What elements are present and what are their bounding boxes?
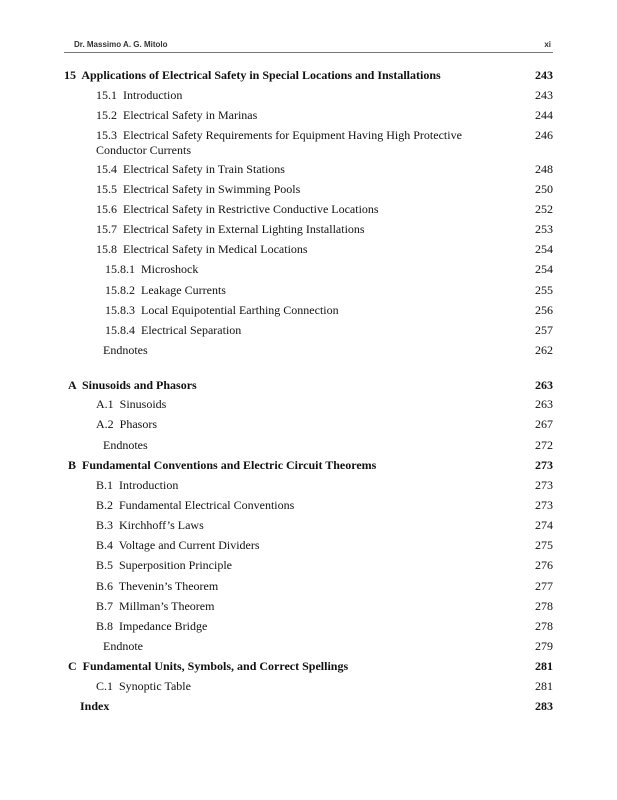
toc-entry[interactable] [96, 202, 553, 217]
toc-entry-page: 263 [535, 397, 553, 411]
toc-entry-title: A Sinusoids and Phasors [68, 378, 197, 392]
toc-entry[interactable] [105, 323, 553, 338]
toc-entry-page: 246 [535, 128, 553, 142]
toc-entry[interactable] [96, 242, 553, 257]
toc-entry[interactable] [103, 438, 553, 453]
toc-entry[interactable] [96, 182, 553, 197]
toc-entry-page: 263 [535, 378, 553, 392]
toc-entry-page: 243 [535, 88, 553, 102]
toc-entry-page: 252 [535, 202, 553, 216]
toc-entry-title: C Fundamental Units, Symbols, and Correct Spellings [68, 659, 349, 673]
toc-entry-page: 273 [535, 478, 553, 492]
toc-entry[interactable] [105, 303, 553, 318]
toc-entry-title: 15.8.3 Local Equipotential Earthing Connection [105, 303, 339, 317]
toc-entry[interactable] [96, 478, 553, 493]
toc-entry-page: 254 [535, 242, 553, 256]
toc-entry[interactable] [64, 68, 553, 83]
toc-entry-title: 15.4 Electrical Safety in Train Stations [96, 162, 285, 176]
toc-entry[interactable] [103, 639, 553, 654]
toc-entry[interactable] [96, 538, 553, 553]
toc-entry-page: 279 [535, 639, 553, 653]
toc-entry-page: 244 [535, 108, 553, 122]
toc-entry-title: A.1 Sinusoids [96, 397, 167, 411]
toc-entry-title: B.6 Thevenin’s Theorem [96, 579, 219, 593]
toc-entry-title: 15.8.4 Electrical Separation [105, 323, 242, 337]
toc-entry-title: 15.7 Electrical Safety in External Lighting Installations [96, 222, 365, 236]
toc-entry[interactable] [96, 679, 553, 694]
toc-entry-page: 281 [535, 659, 553, 673]
toc-entry[interactable] [96, 599, 553, 614]
toc-entry-title: 15.6 Electrical Safety in Restrictive Conductive Locations [96, 202, 379, 216]
toc-entry-title: B Fundamental Conventions and Electric Circuit Theorems [68, 458, 377, 472]
toc-entry[interactable] [96, 558, 553, 573]
toc-entry-page: 276 [535, 558, 553, 572]
toc-entry-page: 254 [535, 262, 553, 276]
toc-entry-title: 15.8.2 Leakage Currents [105, 283, 226, 297]
toc-entry[interactable] [68, 659, 553, 674]
toc-entry-page: 281 [535, 679, 553, 693]
toc-entry[interactable] [96, 88, 553, 103]
toc-entry-title: Index [80, 699, 110, 713]
toc-entry-title: 15.3 Electrical Safety Requirements for Equipment Having High Protective Conductor Currents [96, 128, 462, 157]
toc-entry-page: 272 [535, 438, 553, 452]
toc-entry-title: Endnotes [103, 438, 148, 452]
toc-entry-title: C.1 Synoptic Table [96, 679, 191, 693]
toc-entry-page: 275 [535, 538, 553, 552]
toc-entry[interactable] [68, 378, 553, 393]
toc-entry-page: 278 [535, 599, 553, 613]
header-author: Dr. Massimo A. G. Mitolo [74, 40, 168, 49]
toc-entry[interactable] [96, 619, 553, 634]
toc-entry-title: B.8 Impedance Bridge [96, 619, 208, 633]
toc-entry-title: 15.2 Electrical Safety in Marinas [96, 108, 258, 122]
toc-entry-page: 278 [535, 619, 553, 633]
toc-entry-title: 15.8.1 Microshock [105, 262, 199, 276]
toc-entry[interactable] [96, 108, 553, 123]
toc-entry-title: 15 Applications of Electrical Safety in Special Locations and Installations [64, 68, 441, 82]
toc-entry-title: 15.5 Electrical Safety in Swimming Pools [96, 182, 301, 196]
toc-entry-page: 274 [535, 518, 553, 532]
toc-entry-title: Endnote [103, 639, 143, 653]
toc-entry[interactable] [105, 283, 553, 298]
toc-entry-title: B.2 Fundamental Electrical Conventions [96, 498, 295, 512]
toc-entry-page: 273 [535, 498, 553, 512]
toc-entry-title: B.3 Kirchhoff’s Laws [96, 518, 204, 532]
toc-entry-title: A.2 Phasors [96, 417, 158, 431]
toc-entry-page: 267 [535, 417, 553, 431]
toc-entry[interactable] [68, 458, 553, 473]
toc-entry-page: 273 [535, 458, 553, 472]
toc-entry-page: 277 [535, 579, 553, 593]
toc-entry-page: 253 [535, 222, 553, 236]
toc-entry[interactable] [96, 417, 553, 432]
toc-entry-page: 283 [535, 699, 553, 713]
running-header [64, 38, 553, 52]
toc-entry-title: 15.8 Electrical Safety in Medical Locations [96, 242, 308, 256]
toc-entry[interactable] [80, 699, 553, 714]
toc-entry-page: 256 [535, 303, 553, 317]
toc-entry[interactable] [96, 397, 553, 412]
toc-entry-page: 255 [535, 283, 553, 297]
toc-entry-title: B.1 Introduction [96, 478, 179, 492]
header-page-number: xi [544, 40, 551, 49]
toc-entry-page: 243 [535, 68, 553, 82]
toc-entry[interactable] [96, 579, 553, 594]
toc-entry[interactable] [96, 128, 553, 158]
toc-entry-title: B.7 Millman’s Theorem [96, 599, 215, 613]
toc-entry-title: 15.1 Introduction [96, 88, 183, 102]
toc-entry-page: 262 [535, 343, 553, 357]
toc-entry[interactable] [96, 498, 553, 513]
toc-entry[interactable] [96, 518, 553, 533]
toc-entry[interactable] [96, 222, 553, 237]
header-rule [64, 52, 553, 53]
toc-entry[interactable] [96, 162, 553, 177]
toc-entry-title: B.5 Superposition Principle [96, 558, 232, 572]
toc-entry-title: B.4 Voltage and Current Dividers [96, 538, 260, 552]
toc-entry-page: 257 [535, 323, 553, 337]
toc-entry[interactable] [103, 343, 553, 358]
toc-entry[interactable] [105, 262, 553, 277]
toc-entry-title: Endnotes [103, 343, 148, 357]
toc-entry-page: 250 [535, 182, 553, 196]
toc-entry-page: 248 [535, 162, 553, 176]
